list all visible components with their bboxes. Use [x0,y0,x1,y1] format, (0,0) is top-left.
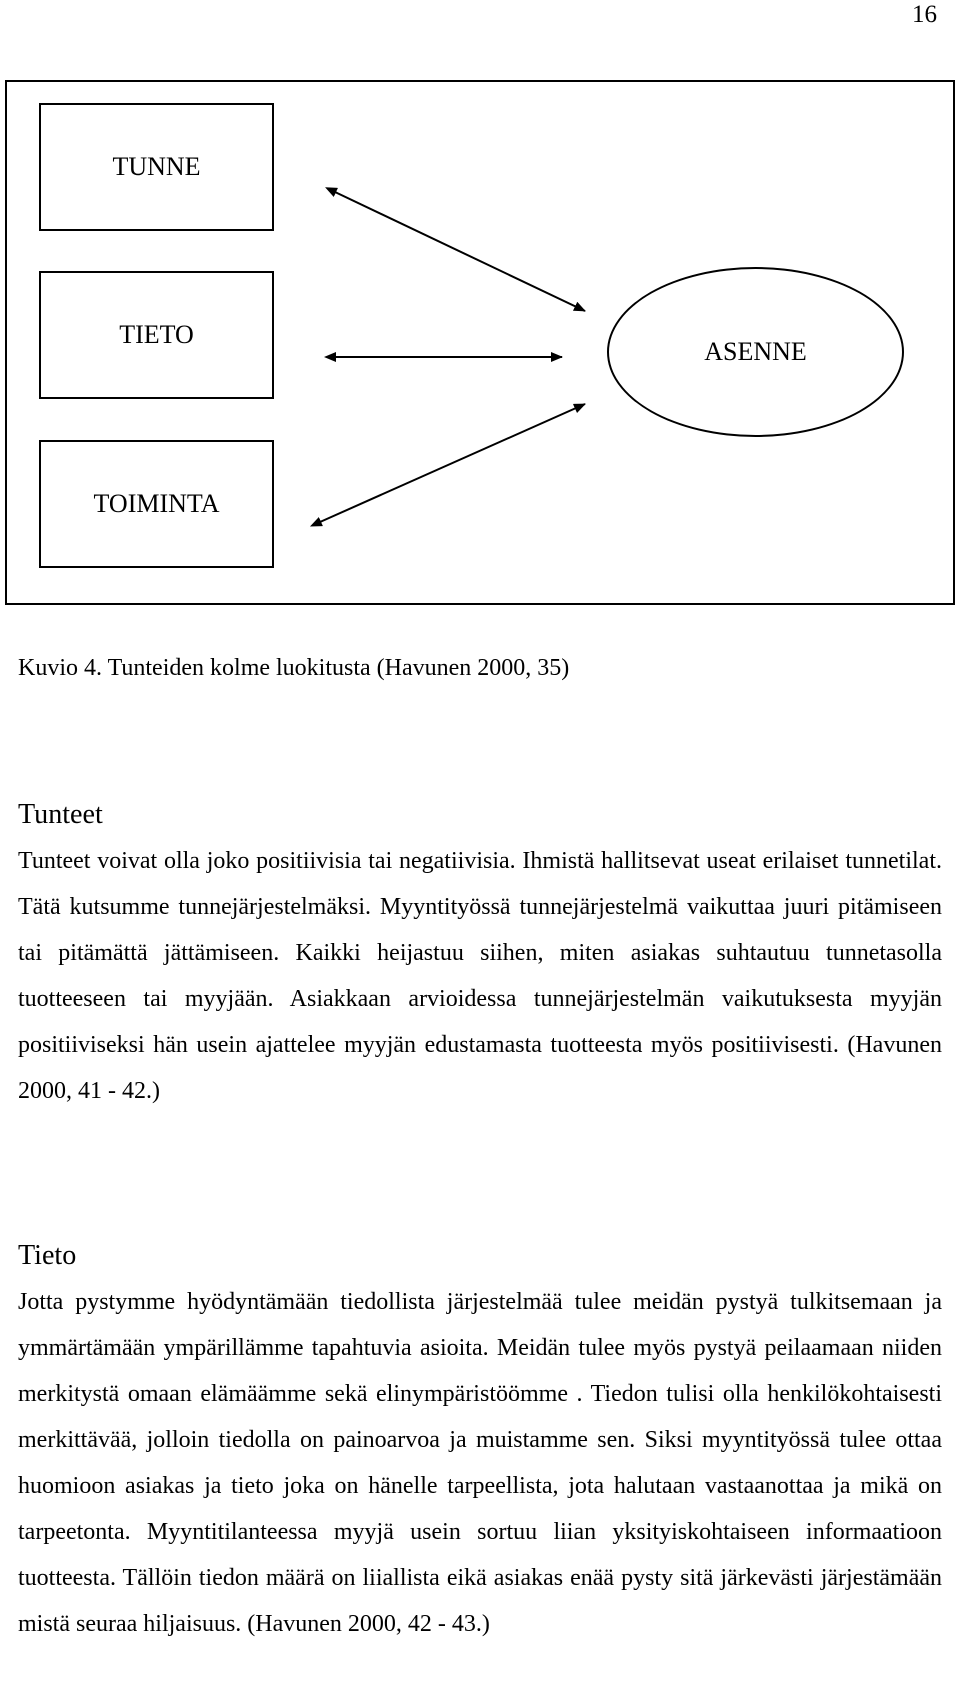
box-toiminta-label: TOIMINTA [93,489,220,518]
arrow-toiminta-asenne [320,404,585,522]
box-tieto-label: TIETO [119,320,194,349]
section-tieto [18,1233,942,1647]
box-tunne [39,103,274,231]
section-heading-tunteet: Tunteet [18,799,103,830]
figure-caption: Kuvio 4. Tunteiden kolme luokitusta (Havunen 2000, 35) [18,655,570,681]
section-tunteet [18,792,942,1114]
section-heading-tieto: Tieto [18,1240,77,1271]
box-toiminta [39,440,274,568]
page-number: 16 [912,1,937,28]
oval-asenne-label: ASENNE [704,337,807,366]
oval-asenne [607,267,904,437]
diagram-frame [5,80,955,605]
box-tieto [39,271,274,399]
arrow-tunne-asenne [335,192,585,311]
section-body-tieto: Jotta pystymme hyödyntämään tiedollista järjestelmää tulee meidän pystyä tulkitsemaan ja ymmärtämään ympärillämme tapahtuvia asioita. Meidän tulee myös pystyä peilaamaan niiden merkitystä omaan elämäämme sekä elinympäristöömme . Tiedon tulisi olla henkilökohtaisesti merkittävää, jolloin tiedolla on painoarvoa ja muistamme sen. Siksi myyntityössä tulee ottaa huomioon asiakas ja tieto joka on hänelle tarpeellista, jota halutaan vastaanottaa ja mikä on tarpeetonta. Myyntitilanteessa myyjä usein sortuu liian yksityiskohtaiseen informaatioon tuotteesta. Tällöin tiedon määrä on liiallista eikä asiakas enää pysty sitä järkevästi järjestämään mistä seuraa hiljaisuus. (Havunen 2000, 42 - 43.) [18,1289,942,1637]
box-tunne-label: TUNNE [112,152,201,181]
section-body-tunteet: Tunteet voivat olla joko positiivisia tai negatiivisia. Ihmistä hallitsevat useat erilaiset tunnetilat. Tätä kutsumme tunnejärjestelmäksi. Myyntityössä tunnejärjestelmä vaikuttaa juuri pitämiseen tai pitämättä jättämiseen. Kaikki heijastuu siihen, miten asiakas suhtautuu tunnetasolla tuotteeseen tai myyjään. Asiakkaan arvioidessa tunnejärjestelmän vaikutuksesta myyjän positiiviseksi hän usein ajattelee myyjän edustamasta tuotteesta myös positiivisesti. (Havunen 2000, 41 - 42.) [18,848,942,1104]
